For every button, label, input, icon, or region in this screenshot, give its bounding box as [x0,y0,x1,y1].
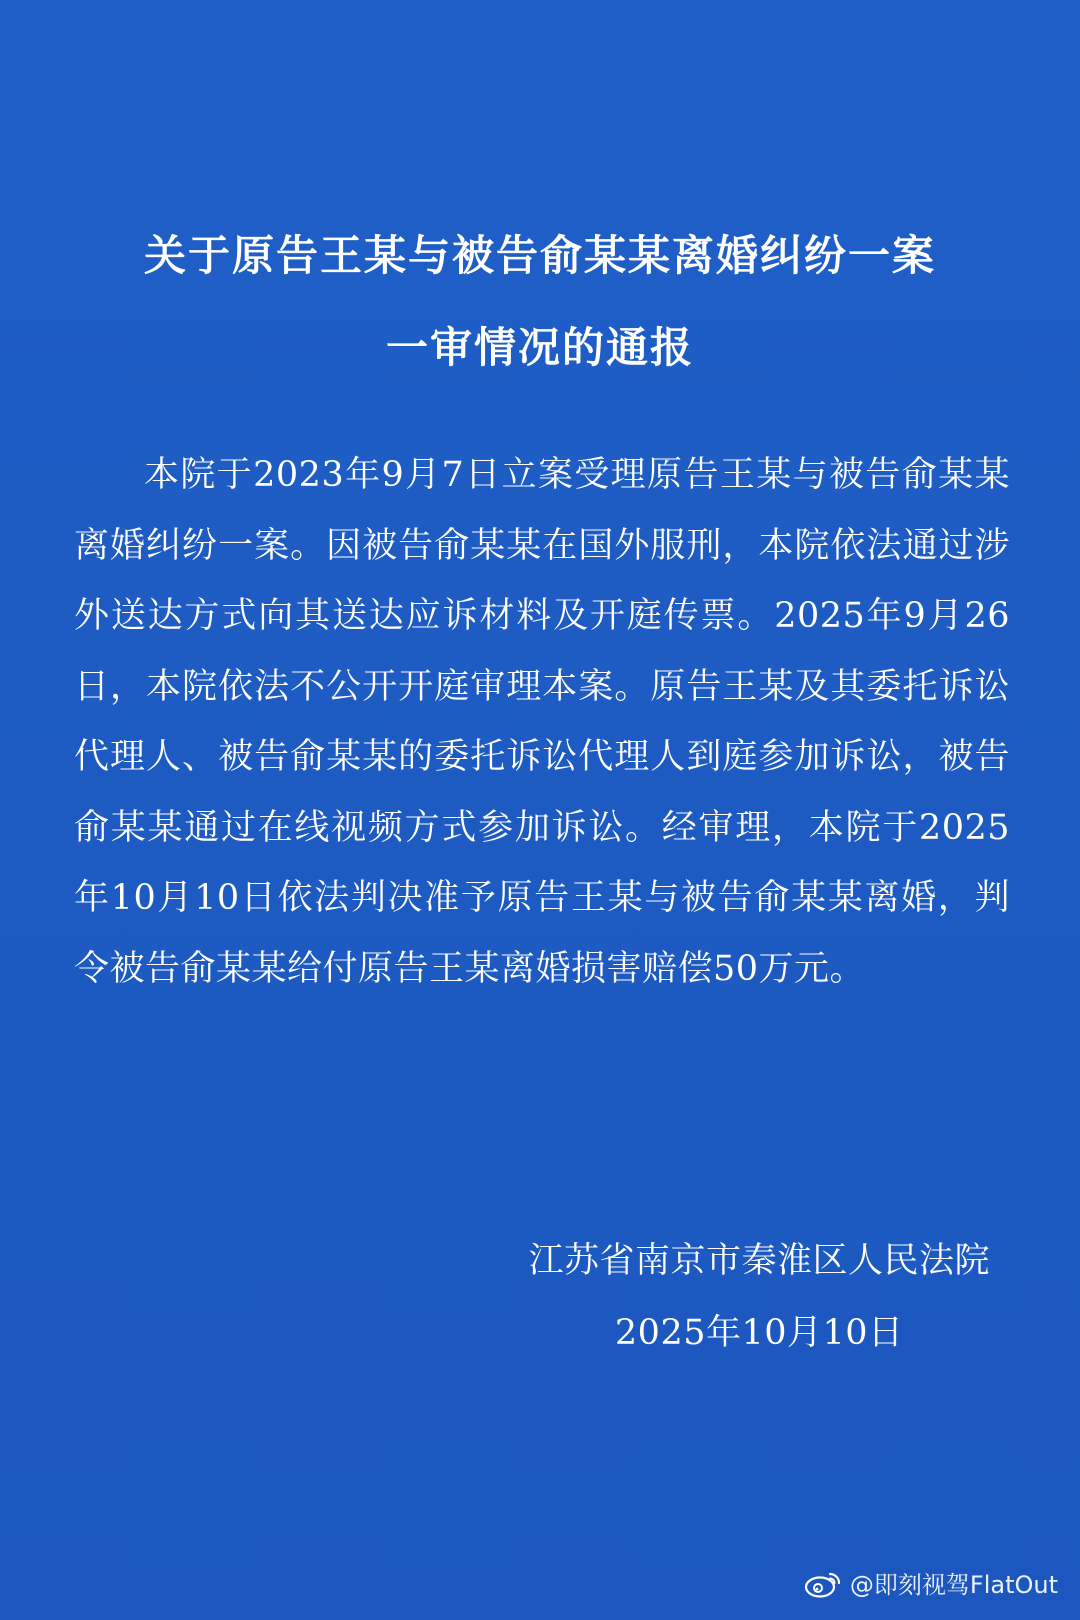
notice-title-line-1: 关于原告王某与被告俞某某离婚纠纷一案 [143,231,936,280]
notice-signature [528,1225,990,1369]
notice-title-line-2: 一审情况的通报 [385,323,694,372]
notice-body: 本院于2023年9月7日立案受理原告王某与被告俞某某离婚纠纷一案。因被告俞某某在国外服刑，本院依法通过涉外送达方式向其送达应诉材料及开庭传票。2025年9月26日，本院依法不公开开庭审理本案。原告王某及其委托诉讼代理人、被告俞某某的委托诉讼代理人到庭参加诉讼，被告俞某某通过在线视频方式参加诉讼。经审理，本院于2025年10月10日依法判决准予原告王某与被告俞某某离婚，判令被告俞某某给付原告王某离婚损害赔偿50万元。 [74,455,1010,989]
issuer-name: 江苏省南京市秦淮区人民法院 [528,1241,990,1281]
weibo-icon [804,1568,842,1598]
watermark-text: @即刻视驾FlatOut [849,1571,1058,1599]
watermark [804,1565,1058,1600]
issue-date: 2025年10月10日 [614,1313,904,1353]
notice-title [0,210,1080,394]
